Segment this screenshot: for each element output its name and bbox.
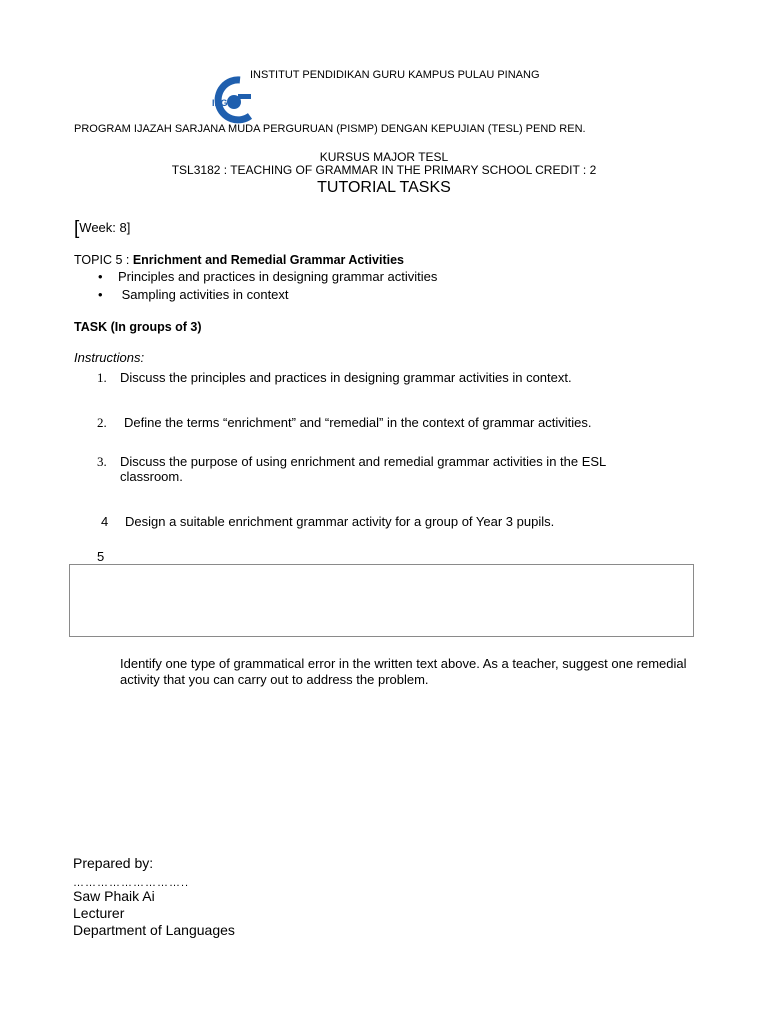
topic-prefix: TOPIC 5 : [74, 253, 133, 267]
course-line: TSL3182 : TEACHING OF GRAMMAR IN THE PRIMARY SCHOOL CREDIT : 2 [171, 163, 597, 177]
topic-title: Enrichment and Remedial Grammar Activities [132, 253, 404, 267]
bullet-text: Sampling activities in context [118, 287, 289, 302]
preparer-department: Department of Languages [73, 922, 235, 938]
item-number: 4 [101, 514, 109, 529]
item5-instruction: Identify one type of grammatical error in the written text above. As a teacher, suggest one remedial activity that you can carry out to address the problem. [120, 656, 687, 687]
item-text: Discuss the purpose of using enrichment and remedial grammar activities in the ESL [120, 454, 607, 469]
topic-bullet [98, 287, 289, 302]
signature-line: ……………………….. [73, 877, 190, 889]
week-text: Week: 8] [79, 220, 131, 235]
topic-heading [74, 253, 404, 267]
item-number: 2. [97, 415, 107, 430]
bullet-dot: • [98, 287, 103, 302]
item-number: 1. [97, 370, 107, 385]
item-text-continued: classroom. [120, 469, 183, 484]
page-title: TUTORIAL TASKS [317, 179, 451, 196]
instructions-label: Instructions: [74, 350, 145, 365]
ipg-logo [210, 76, 252, 124]
week-label [74, 218, 130, 240]
item-text: Define the terms “enrichment” and “remedial” in the context of grammar activities. [124, 415, 592, 430]
item-text: Discuss the principles and practices in designing grammar activities in context. [120, 370, 572, 385]
task-heading: TASK (In groups of 3) [74, 320, 202, 334]
logo-text: IPG [212, 98, 228, 108]
topic-bullet [98, 269, 437, 284]
kursus-label: KURSUS MAJOR TESL [319, 150, 449, 164]
programme-name: PROGRAM IJAZAH SARJANA MUDA PERGURUAN (PISMP) DENGAN KEPUJIAN (TESL) PEND REN. [74, 123, 586, 135]
institute-name: INSTITUT PENDIDIKAN GURU KAMPUS PULAU PINANG [250, 69, 540, 81]
item-text: Design a suitable enrichment grammar activity for a group of Year 3 pupils. [125, 514, 555, 529]
written-text-box [69, 564, 694, 637]
prepared-by-label: Prepared by: [73, 855, 154, 871]
week-bracket: [ [74, 218, 80, 239]
bullet-text: Principles and practices in designing grammar activities [118, 269, 438, 284]
item-number: 5 [97, 549, 105, 564]
item-number: 3. [97, 454, 107, 469]
preparer-name: Saw Phaik Ai [73, 888, 155, 904]
preparer-position: Lecturer [73, 905, 125, 921]
bullet-dot: • [98, 269, 103, 284]
